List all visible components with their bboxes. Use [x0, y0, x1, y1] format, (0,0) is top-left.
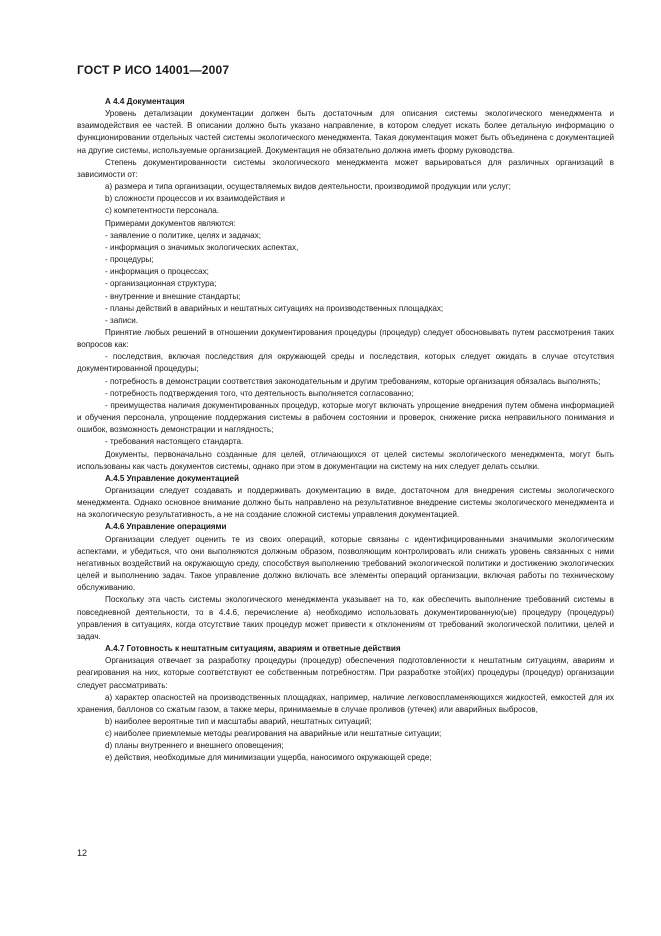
list-item: - потребность в демонстрации соответствия законодательным и другим требованиям, которые организация обязалась выполнять;	[105, 376, 601, 386]
list-item: c) наиболее приемлемые методы реагирования на аварийные или нештатные ситуации;	[105, 729, 442, 739]
list-item: - процедуры;	[105, 255, 154, 265]
paragraph: Уровень детализации документации должен быть достаточным для описания системы экологического менеджмента и взаимодействия ее частей. В описании должно быть указано направление, в котором следует искать более детальную информацию о функционировании отдельных частей системы экологического менеджмента. Такая документация может быть объединена с документацией на другие системы, используемые организацией. Документация не обязательно должна иметь форму руководства.	[77, 109, 614, 155]
list-item: a) размера и типа организации, осуществляемых видов деятельности, производимой продукции или услуг;	[105, 182, 511, 192]
list-item: e) действия, необходимые для минимизации ущерба, наносимого окружающей среде;	[105, 753, 432, 763]
section-heading-a46: А.4.6 Управление операциями	[105, 522, 227, 532]
list-item: - организационная структура;	[105, 279, 217, 289]
examples-intro: Примерами документов являются:	[105, 218, 236, 228]
list-item: b) сложности процессов и их взаимодействия и	[105, 194, 285, 204]
list-item: - заявление о политике, целях и задачах;	[105, 230, 261, 240]
list-item: b) наиболее вероятные тип и масштабы аварий, нештатных ситуаций;	[105, 716, 372, 726]
list-item: a) характер опасностей на производственных площадках, например, наличие легковоспламеняющихся жидкостей, емкостей для их хранения, баллонов со сжатым газом, а также меры, принимаемые в случае проливов (утечек) или аварийных выбросов,	[77, 692, 614, 714]
list-item: - требования настоящего стандарта.	[105, 437, 244, 447]
list-item: - планы действий в аварийных и нештатных ситуациях на производственных площадках;	[105, 303, 444, 313]
paragraph: Поскольку эта часть системы экологического менеджмента указывает на то, как обеспечить выполнение требований системы в повседневной деятельности, то в 4.4.6, перечисление а) необходимо использовать документированную(ые) процедуру (процедуры) управления в ситуациях, когда отсутствие таких процедур может привести к отклонениям от требований экологической политики, целей и задач.	[77, 595, 614, 641]
list-item: - информация о значимых экологических аспектах,	[105, 242, 299, 252]
list-item: - информация о процессах;	[105, 267, 209, 277]
list-item: - последствия, включая последствия для окружающей среды и последствия, которых следует ожидать в случае отсутствия документированной процедуры;	[77, 352, 614, 374]
document-body	[77, 96, 614, 765]
section-heading-a45: А.4.5 Управление документацией	[105, 473, 239, 483]
paragraph: Степень документированности системы экологического менеджмента может варьироваться для различных организаций в зависимости от:	[77, 157, 614, 179]
paragraph: Организации следует оценить те из своих операций, которые связаны с идентифицированными значимыми экологическим аспектами, и убедиться, что они выполняются должным образом, позволяющим контролировать или снижать уровень связанных с ними негативных воздействий на окружающую среду, способствуя выполнению требований экологической политики и достижению экологических целей и выполнению задач. Такое управление должно включать все элементы операций организации, включая работы по техническому обслуживанию.	[77, 534, 614, 593]
list-item: - преимущества наличия документированных процедур, которые могут включать упрощение внедрения путем обмена информацией и обучения персонала, упрощение поддержания системы в рабочем состоянии и проверок, снижение риска неправильного понимания и ошибок, возможность демонстрации и наглядность;	[77, 400, 614, 435]
list-item: c) компетентности персонала.	[105, 206, 219, 216]
list-item: - записи.	[105, 315, 139, 325]
list-item: - внутренние и внешние стандарты;	[105, 291, 241, 301]
paragraph: Организация отвечает за разработку процедуры (процедур) обеспечения подготовленности к нештатным ситуациям, авариям и реагирования на них, которые соответствуют ее собственным потребностям. При разработке этой(их) процедуры (процедур) организации следует рассматривать:	[77, 656, 614, 690]
list-item: d) планы внутреннего и внешнего оповещения;	[105, 741, 284, 751]
page-number: 12	[77, 848, 88, 858]
paragraph: Документы, первоначально созданные для целей, отличающихся от целей системы экологического менеджмента, могут быть использованы как часть документов системы, однако при этом в документации на систему на них следует делать ссылки.	[77, 449, 614, 471]
document-header: ГОСТ Р ИСО 14001—2007	[77, 63, 230, 77]
list-item: - потребность подтверждения того, что деятельность выполняется согласованно;	[105, 388, 414, 398]
paragraph: Принятие любых решений в отношении документирования процедуры (процедур) следует обосновывать путем рассмотрения таких вопросов как:	[77, 327, 614, 350]
section-heading-a47: А.4.7 Готовность к нештатным ситуациям, авариям и ответные действия	[105, 644, 401, 654]
section-heading-a44: А 4.4 Документация	[105, 97, 185, 106]
paragraph: Организации следует создавать и поддерживать документацию в виде, достаточном для внедрения системы экологического менеджмента. Однако основное внимание должно быть направлено на результативное внедрение системы экологического менеджмента и на экологическую результативность, а не на создание сложной системы управления документацией.	[77, 486, 614, 520]
